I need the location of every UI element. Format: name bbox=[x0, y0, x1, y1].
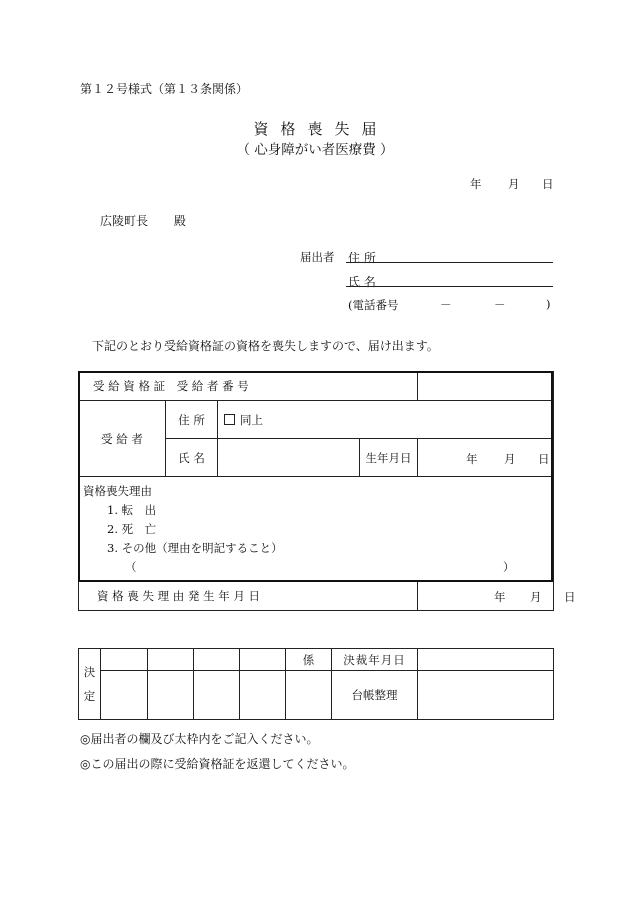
recipient-name-label: 氏 名 bbox=[166, 439, 218, 477]
occ-year-label: 年 bbox=[494, 590, 506, 604]
occ-day-label: 日 bbox=[564, 590, 576, 604]
recipient-label bbox=[79, 401, 166, 477]
addressee bbox=[100, 212, 186, 229]
submitter-label: 届出者 bbox=[300, 250, 335, 264]
decision-date-field[interactable] bbox=[418, 649, 554, 671]
phone-close-label: ) bbox=[546, 297, 551, 311]
occurrence-date-label: 資 格 喪 失 理 由 発 生 年 月 日 bbox=[79, 582, 418, 611]
recipient-address-field[interactable] bbox=[218, 401, 554, 439]
submitter-name-label: 氏 名 bbox=[348, 275, 376, 289]
submitter-address-field[interactable] bbox=[346, 262, 553, 263]
form-number: 第１２号様式（第１３条関係） bbox=[80, 82, 249, 96]
occurrence-date-field[interactable] bbox=[418, 582, 576, 611]
ledger-field[interactable] bbox=[418, 671, 554, 720]
stamp-cell-4[interactable] bbox=[240, 671, 286, 720]
approval-cell-4[interactable] bbox=[240, 649, 286, 671]
date-year-label: 年 bbox=[470, 177, 482, 191]
birth-day-label: 日 bbox=[538, 452, 550, 466]
cert-number-field[interactable] bbox=[418, 372, 554, 401]
ledger-label: 台帳整理 bbox=[332, 671, 418, 720]
addressee-honorific: 殿 bbox=[173, 214, 186, 228]
lead-text: 下記のとおり受給資格証の資格を喪失しますので、届け出ます。 bbox=[92, 339, 439, 353]
recipient-address-label: 住 所 bbox=[166, 401, 218, 439]
decision-date-label: 決裁年月日 bbox=[332, 649, 418, 671]
birthdate-field[interactable] bbox=[418, 439, 554, 477]
reason-transfer[interactable]: 1. 転 出 bbox=[107, 503, 157, 517]
approval-cell-2[interactable] bbox=[148, 649, 194, 671]
reason-section[interactable] bbox=[79, 477, 554, 582]
approval-cell-3[interactable] bbox=[194, 649, 240, 671]
reason-death[interactable]: 2. 死 亡 bbox=[107, 522, 157, 536]
phone-open-label: (電話番号 bbox=[348, 298, 399, 312]
decision-label bbox=[79, 649, 101, 720]
date-day-label: 日 bbox=[542, 177, 554, 191]
stamp-cell-1[interactable] bbox=[101, 671, 148, 720]
reason-open-paren: （ bbox=[125, 560, 137, 574]
phone-dash-2: － bbox=[494, 298, 506, 312]
decision-table bbox=[78, 648, 554, 720]
reason-other[interactable]: 3. その他（理由を明記すること） bbox=[107, 541, 283, 555]
decision-label-2: 定 bbox=[83, 689, 96, 703]
stamp-cell-3[interactable] bbox=[194, 671, 240, 720]
approval-cell-1[interactable] bbox=[101, 649, 148, 671]
birth-month-label: 月 bbox=[504, 452, 516, 466]
recipient-name-field[interactable] bbox=[218, 439, 360, 477]
note-fill-instructions: ◎届出者の欄及び太枠内をご記入ください。 bbox=[80, 732, 319, 746]
main-form-table bbox=[78, 371, 576, 611]
date-month-label: 月 bbox=[508, 177, 520, 191]
note-return-certificate: ◎この届出の際に受給資格証を返還してください。 bbox=[80, 757, 355, 771]
same-address-checkbox[interactable] bbox=[224, 414, 235, 425]
submitter-address-label: 住 所 bbox=[348, 251, 376, 265]
submitter-name-field[interactable] bbox=[346, 286, 553, 287]
birthdate-label: 生年月日 bbox=[360, 439, 418, 477]
stamp-cell-2[interactable] bbox=[148, 671, 194, 720]
staff-stamp-cell[interactable] bbox=[286, 671, 332, 720]
form-subtitle: （ 心身障がい者医療費 ） bbox=[236, 142, 394, 158]
phone-dash-1: － bbox=[440, 298, 452, 312]
birth-year-label: 年 bbox=[466, 452, 478, 466]
staff-label: 係 bbox=[286, 649, 332, 671]
reason-title: 資格喪失理由 bbox=[83, 484, 152, 498]
cert-number-label: 受 給 資 格 証 受 給 者 番 号 bbox=[79, 372, 418, 401]
form-title: 資格喪失届 bbox=[253, 120, 389, 138]
occ-month-label: 月 bbox=[530, 590, 542, 604]
reason-close-paren: ） bbox=[503, 560, 515, 574]
decision-label-1: 決 bbox=[83, 665, 96, 679]
addressee-name: 広陵町長 bbox=[100, 214, 149, 228]
recipient-label-text: 受 給 者 bbox=[101, 431, 143, 446]
same-address-label: 同上 bbox=[240, 412, 263, 427]
